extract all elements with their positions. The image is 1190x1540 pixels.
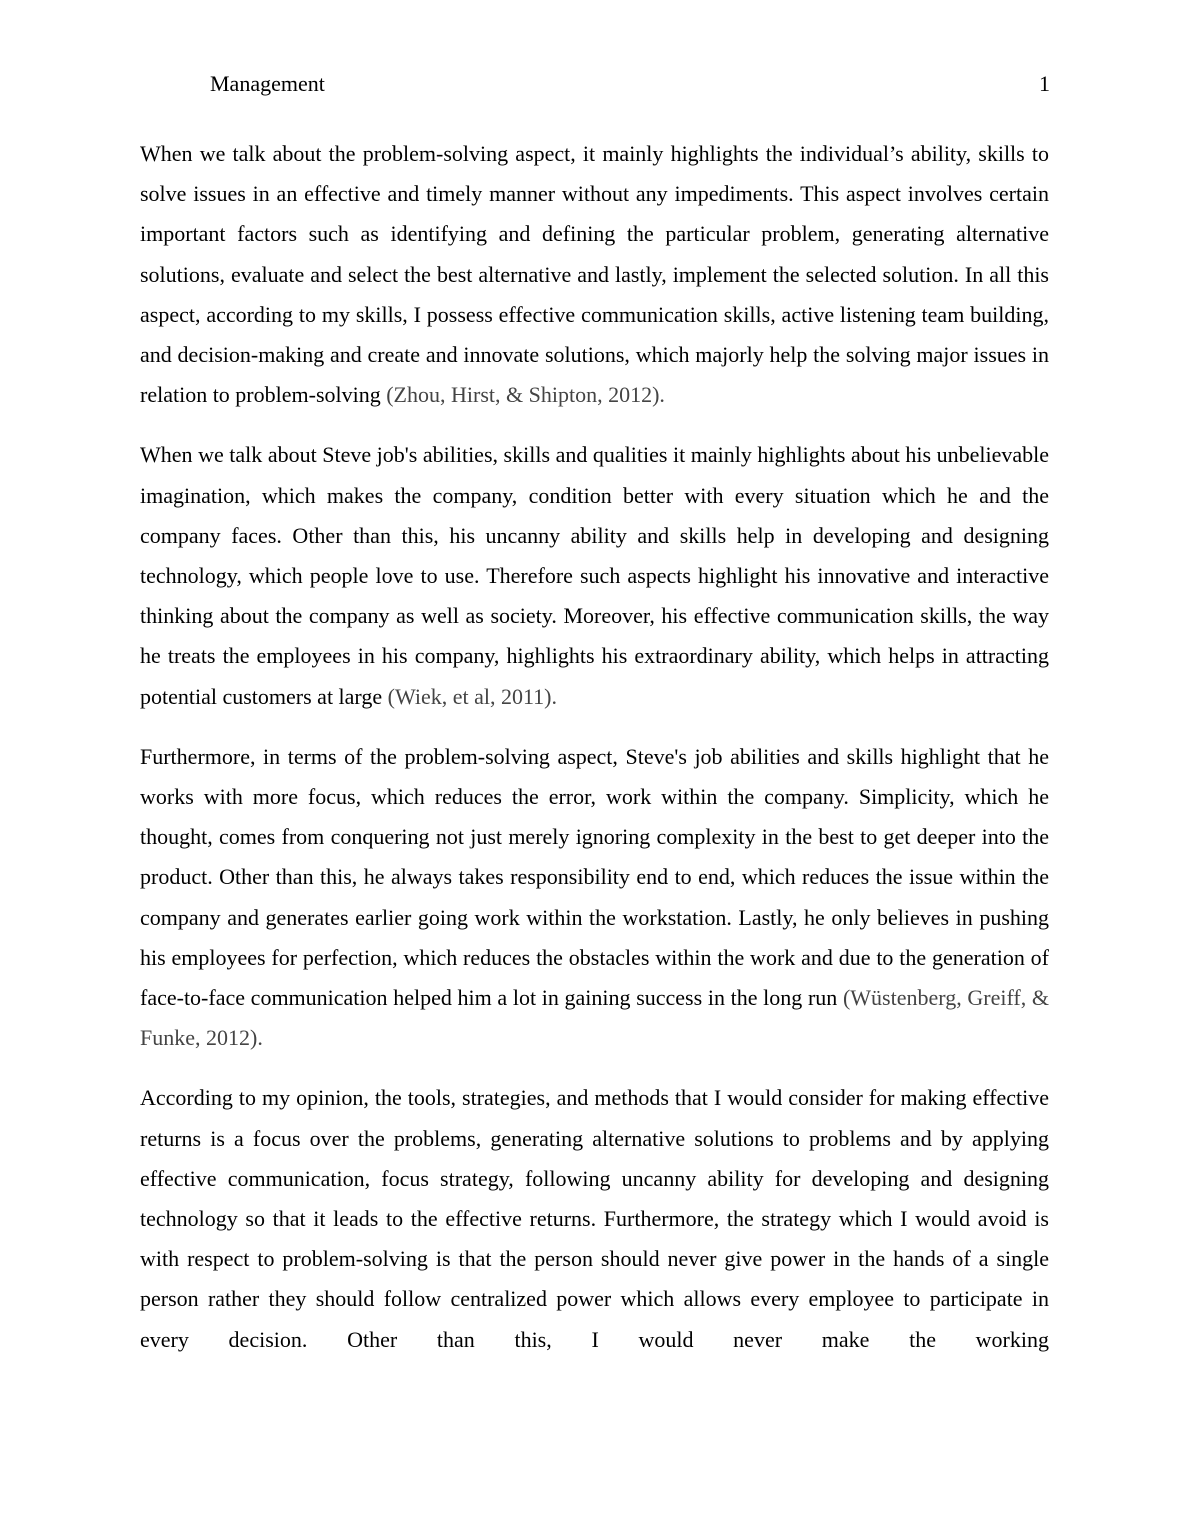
document-body: [140, 134, 1049, 1380]
paragraph-text: According to my opinion, the tools, strategies, and methods that I would consider for making effective returns is a focus over the problems, generating alternative solutions to problems and by applying effective communication, focus strategy, following uncanny ability for developing and designing technology so that it leads to the effective returns. Furthermore, the strategy which I would avoid is with respect to problem-solving is that the person should never give power in the hands of a single person rather they should follow centralized power which allows every employee to participate in every decision. Other than this, I would never make the working: [140, 1085, 1049, 1352]
citation: (Zhou, Hirst, & Shipton, 2012).: [386, 382, 665, 408]
paragraph: [140, 435, 1049, 716]
citation: (Wiek, et al, 2011).: [387, 683, 557, 709]
citation: (Wüstenberg, Greiff, & Funke, 2012).: [140, 985, 1049, 1051]
paragraph-text: When we talk about Steve job's abilities, skills and qualities it mainly highlights about his unbelievable imagination, which makes the company, condition better with every situation which he and the company faces. Other than this, his uncanny ability and skills help in developing and designing technology, which people love to use. Therefore such aspects highlight his innovative and interactive thinking about the company as well as society. Moreover, his effective communication skills, the way he treats the employees in his company, highlights his extraordinary ability, which helps in attracting potential customers at large: [140, 442, 1049, 709]
page-number: 1: [1039, 71, 1050, 96]
paragraph: [140, 1078, 1049, 1359]
paragraph-text: When we talk about the problem-solving aspect, it mainly highlights the individual’s ability, skills to solve issues in an effective and timely manner without any impediments. This aspect involves certain important factors such as identifying and defining the particular problem, generating alternative solutions, evaluate and select the best alternative and lastly, implement the selected solution. In all this aspect, according to my skills, I possess effective communication skills, active listening team building, and decision-making and create and innovate solutions, which majorly help the solving major issues in relation to problem-solving: [140, 141, 1049, 408]
running-header-title: Management: [210, 71, 325, 96]
paragraph: [140, 134, 1049, 415]
paragraph: [140, 737, 1049, 1059]
paragraph-text: Furthermore, in terms of the problem-solving aspect, Steve's job abilities and skills highlight that he works with more focus, which reduces the error, work within the company. Simplicity, which he thought, comes from conquering not just merely ignoring complexity in the best to get deeper into the product. Other than this, he always takes responsibility end to end, which reduces the issue within the company and generates earlier going work within the workstation. Lastly, he only believes in pushing his employees for perfection, which reduces the obstacles within the work and due to the generation of face-to-face communication helped him a lot in gaining success in the long run: [140, 743, 1049, 1011]
